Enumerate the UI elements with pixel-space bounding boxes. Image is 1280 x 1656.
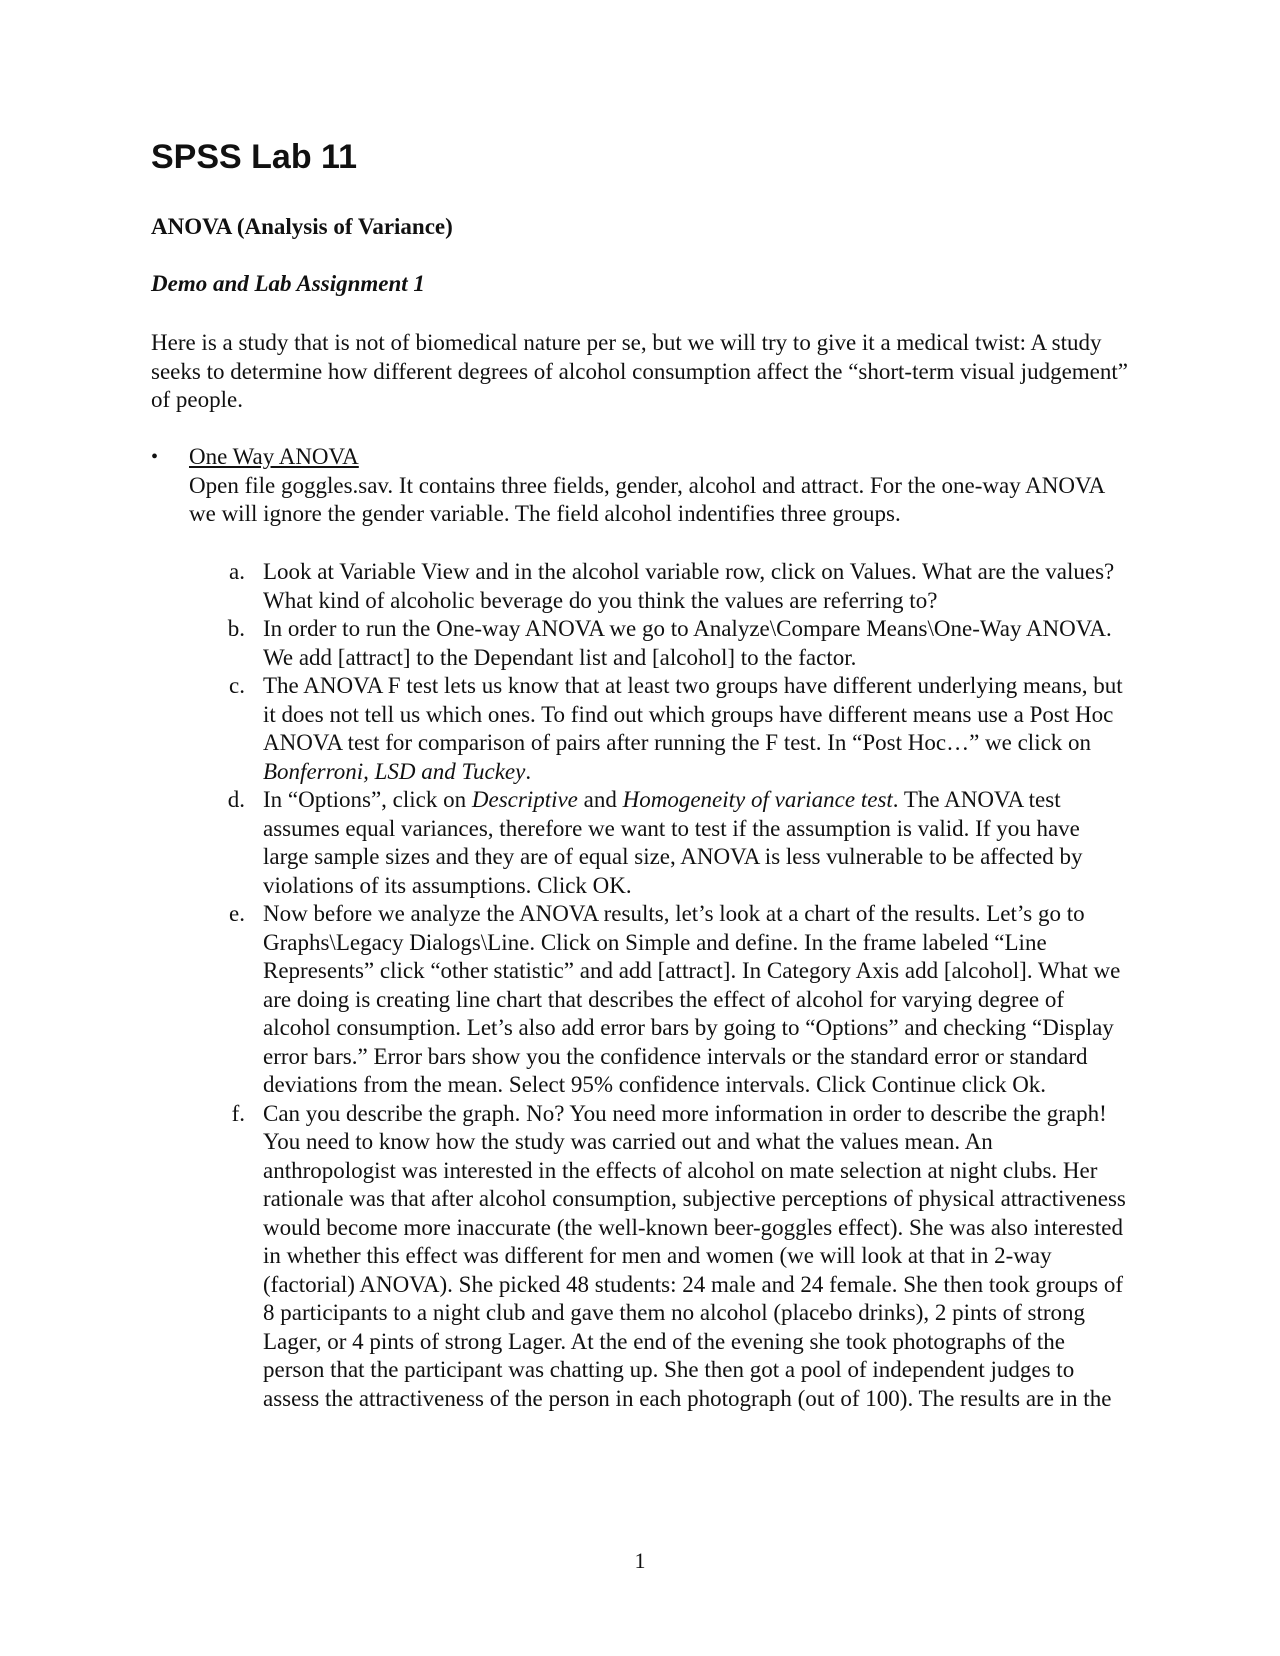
text-run: Look at Variable View and in the alcohol variable row, click on Values. What are the values? What kind of alcoholic beverage do you think the values are referring to? (263, 559, 1115, 613)
list-marker: e. (229, 901, 245, 926)
list-item (215, 558, 1131, 615)
italic-run: Bonferroni, LSD and Tuckey (263, 758, 526, 784)
steps-list (215, 558, 1131, 1413)
bullet-item-one-way-anova (189, 443, 1119, 529)
list-item-text (263, 900, 1131, 1100)
list-marker: c. (229, 673, 245, 698)
text-run: . (525, 758, 532, 784)
page-number: 1 (634, 1548, 646, 1573)
bullet-heading: One Way ANOVA (189, 444, 359, 469)
text-run: Can you describe the graph. No? You need more information in order to describe the graph! You need to know how the study was carried out and what the values mean. An anthropologist was interested in the effects of alcohol on mate selection at night clubs. Her rationale was that after alcohol consumption, subjective perceptions of physical attractiveness would become more inaccurate (the well-known beer-goggles effect). She was also interested in whether this effect was different for men and women (we will look at that in 2-way (factorial) ANOVA). She picked 48 students: 24 male and 24 female. She then took groups of 8 participants to a night club and gave them no alcohol (placebo drinks), 2 pints of strong Lager, or 4 pints of strong Lager. At the end of the evening she took photographs of the person that the participant was chatting up. She then got a pool of independent judges to assess the attractiveness of the person in each photograph (out of 100). The results are in the (263, 1100, 1126, 1411)
list-marker: d. (227, 787, 245, 812)
italic-run: Homogeneity of variance test (622, 787, 893, 812)
text-run: Now before we analyze the ANOVA results, let’s look at a chart of the results. Let’s go to Graphs\Legacy Dialogs\Line. Click on Simple and define. In the frame labeled “Line Represents” click “other statistic” and add [attract]. In Category Axis add [alcohol]. What we are doing is creating line chart that describes the effect of alcohol for varying degree of alcohol consumption. Let’s also add error bars by going to “Options” and checking “Display error bars.” Error bars show you the confidence intervals or the standard error or standard deviations from the mean. Select 95% confidence intervals. Click Continue click Ok. (263, 901, 1121, 1097)
list-item (215, 786, 1131, 900)
text-run: and (577, 787, 623, 812)
list-item-text (263, 672, 1131, 786)
list-marker: b. (227, 616, 245, 641)
intro-paragraph: Here is a study that is not of biomedical nature per se, but we will try to give it a medical twist: A study seeks to determine how different degrees of alcohol consumption affect the “short-term visual judgement” of people. (151, 330, 1128, 412)
document-subtitle: ANOVA (Analysis of Variance) (151, 214, 453, 239)
text-run: In order to run the One-way ANOVA we go to Analyze\Compare Means\One-Way ANOVA. We add [attract] to the Dependant list and [alcohol] to the factor. (263, 616, 1112, 670)
list-item (215, 672, 1131, 786)
text-run: In “Options”, click on (263, 787, 472, 812)
list-item (215, 615, 1131, 672)
list-item (215, 900, 1131, 1100)
page-title: SPSS Lab 11 (151, 138, 357, 176)
list-marker: f. (231, 1100, 245, 1126)
bullet-marker: • (151, 446, 159, 468)
list-item (215, 1100, 1131, 1414)
list-item-text (263, 1100, 1131, 1414)
italic-run: Descriptive (471, 787, 578, 812)
section-title: Demo and Lab Assignment 1 (151, 271, 425, 296)
list-item-text (263, 786, 1131, 900)
text-run: The ANOVA F test lets us know that at least two groups have different underlying means, but it does not tell us which ones. To find out which groups have different means use a Post Hoc ANOVA test for comparison of pairs after running the F test. In “Post Hoc…” we click on (263, 673, 1123, 755)
text-run: . The ANOVA test assumes equal variances, therefore we want to test if the assumption is valid. If you have large sample sizes and they are of equal size, ANOVA is less vulnerable to be affected by violations of its assumptions. Click OK. (263, 787, 1083, 898)
list-item-text (263, 615, 1131, 672)
bullet-text: Open file goggles.sav. It contains three fields, gender, alcohol and attract. For the one-way ANOVA we will ignore the gender variable. The field alcohol indentifies three groups. (189, 472, 1104, 526)
list-marker: a. (229, 559, 245, 584)
list-item-text (263, 558, 1131, 615)
